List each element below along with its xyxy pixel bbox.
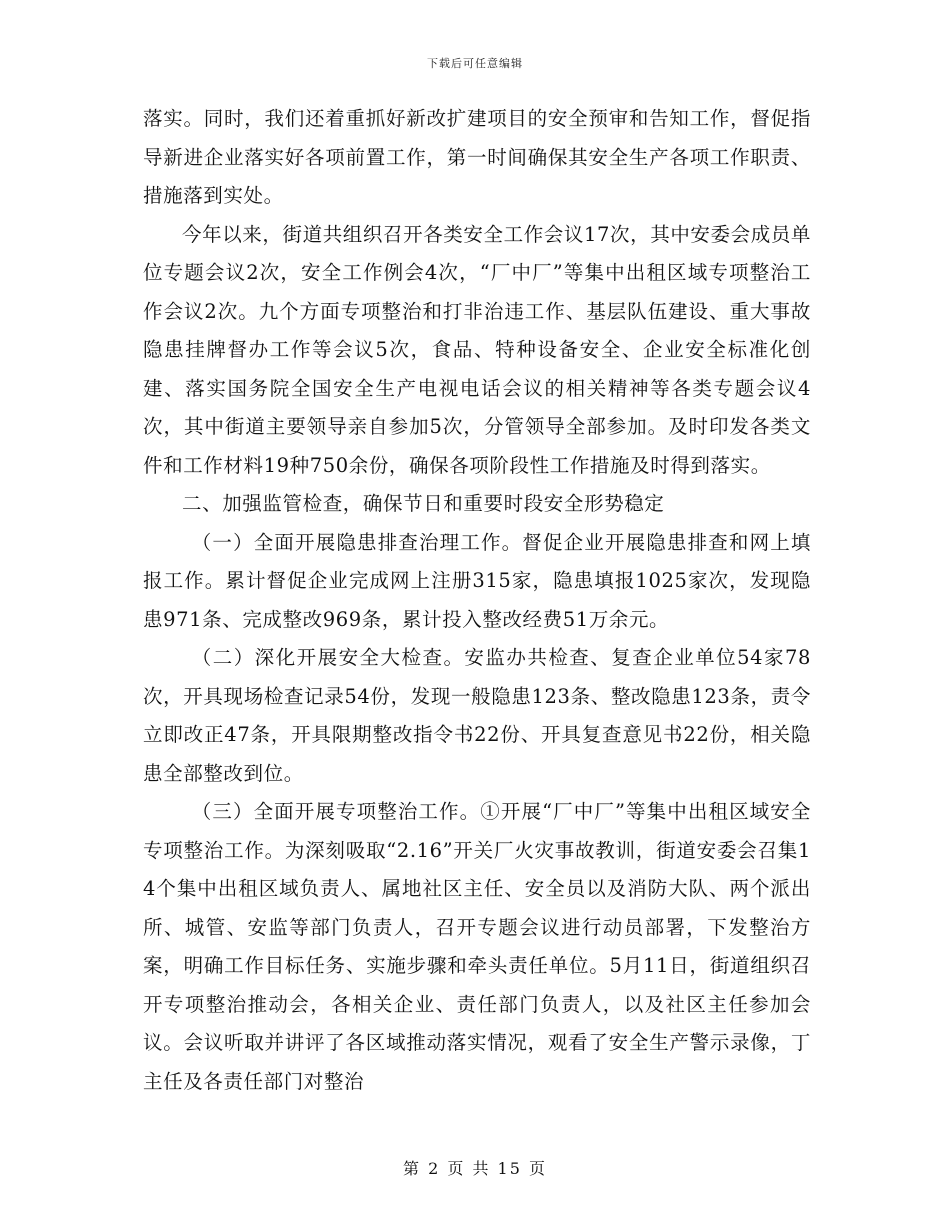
document-body bbox=[143, 100, 811, 1101]
paragraph-continuation: 落实。同时，我们还着重抓好新改扩建项目的安全预审和告知工作，督促指导新进企业落实好各项前置工作，第一时间确保其安全生产各项工作职责、措施落到实处。 bbox=[143, 107, 811, 207]
section-heading-2: 二、加强监管检查，确保节日和重要时段安全形势稳定 bbox=[182, 492, 665, 515]
header-note: 下载后可任意编辑 bbox=[427, 57, 523, 70]
paragraph-meetings: 今年以来，街道共组织召开各类安全工作会议17次，其中安委会成员单位专题会议2次，安全工作例会4次，“厂中厂”等集中出租区域专项整治工作会议2次。九个方面专项整治和打非治违工作、基层队伍建设、重大事故隐患挂牌督办工作等会议5次，食品、特种设备安全、企业安全标准化创建、落实国务院全国安全生产电视电话会议的相关精神等各类专题会议4次，其中街道主要领导亲自参加5次，分管领导全部参加。及时印发各类文件和工作材料19种750余份，确保各项阶段性工作措施及时得到落实。 bbox=[143, 222, 812, 477]
paragraph-special-rectification: （三）全面开展专项整治工作。①开展“厂中厂”等集中出租区域安全专项整治工作。为深刻吸取“2.16”开关厂火灾事故教训，街道安委会召集14个集中出租区域负责人、属地社区主任、安全员以及消防大队、两个派出所、城管、安监等部门负责人，召开专题会议进行动员部署，下发整治方案，明确工作目标任务、实施步骤和牵头责任单位。5月11日，街道组织召开专项整治推动会，各相关企业、责任部门负责人，以及社区主任参加会议。会议听取并讲评了各区域推动落实情况，观看了安全生产警示录像，丁主任及各责任部门对整治 bbox=[143, 800, 811, 1093]
paragraph-safety-check: （二）深化开展安全大检查。安监办共检查、复查企业单位54家78次，开具现场检查记录54份，发现一般隐患123条、整改隐患123条，责令立即改正47条，开具限期整改指令书22份、开具复查意见书22份，相关隐患全部整改到位。 bbox=[143, 646, 811, 785]
page-number-footer: 第 2 页 共 15 页 bbox=[403, 1159, 547, 1178]
paragraph-hazard-inspection: （一）全面开展隐患排查治理工作。督促企业开展隐患排查和网上填报工作。累计督促企业完成网上注册315家，隐患填报1025家次，发现隐患971条、完成整改969条，累计投入整改经费51万余元。 bbox=[143, 530, 811, 631]
